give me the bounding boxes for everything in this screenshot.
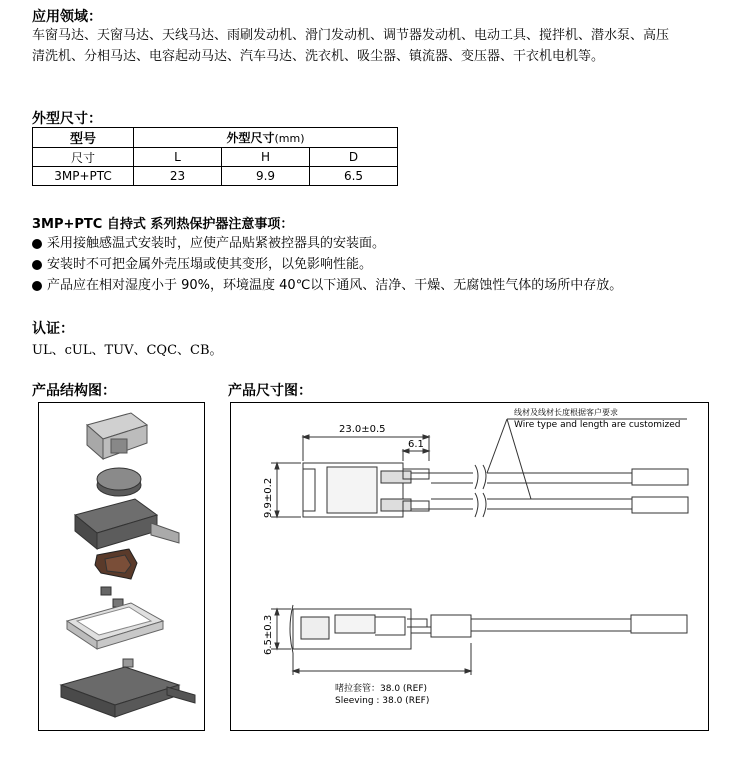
cover-cap-part <box>87 413 147 459</box>
note-item: 安装时不可把金属外壳压塌或使其变形，以免影响性能。 <box>32 254 372 275</box>
certification-title: 认证： <box>32 321 74 337</box>
certification-list: UL、cUL、TUV、CQC、CB。 <box>32 343 223 358</box>
table-col-d: D <box>310 148 398 167</box>
application-line-1: 车窗马达、天窗马达、天线马达、雨刷发动机、滑门发动机、调节器发动机、电动工具、搅拌机、潜水泵、高压 <box>32 28 670 43</box>
ptc-chip-part <box>95 549 137 579</box>
base-part <box>61 667 195 717</box>
structure-title: 产品结构图： <box>32 383 116 399</box>
table-val-l: 23 <box>134 167 222 186</box>
dim-thickness-label: 6.5±0.3 <box>263 614 274 655</box>
dim-terminal-label: 6.1 <box>408 439 424 450</box>
size-diagram <box>230 402 709 731</box>
note-item: 采用接触感温式安装时，应使产品贴紧被控器具的安装面。 <box>32 233 385 254</box>
frame-part <box>67 603 163 649</box>
table-model-value: 3MP+PTC <box>33 167 134 186</box>
table-size-label: 尺寸 <box>33 148 134 167</box>
notes-title: 3MP+PTC 自持式 系列热保护器注意事项： <box>32 217 294 232</box>
contact-part <box>101 587 111 595</box>
dimensions-title: 外型尺寸： <box>32 111 102 127</box>
structure-diagram <box>38 402 205 731</box>
table-val-h: 9.9 <box>222 167 310 186</box>
housing-part <box>75 499 179 549</box>
wire-note-en: Wire type and length are customized <box>514 420 681 430</box>
table-model-header: 型号 <box>33 128 134 148</box>
dim-height-label: 9.9±0.2 <box>263 477 274 518</box>
bimetal-disc-part <box>97 468 141 496</box>
table-val-d: 6.5 <box>310 167 398 186</box>
bullet-icon <box>32 281 42 291</box>
wire-note-cn: 线材及线材长度根据客户要求 <box>514 408 618 417</box>
dim-length-label: 23.0±0.5 <box>339 424 386 435</box>
bullet-icon <box>32 239 42 249</box>
top-view <box>303 463 688 517</box>
table-col-h: H <box>222 148 310 167</box>
dimension-table <box>32 127 398 186</box>
sleeve-note-cn: 啫拉套管：38.0 (REF) <box>335 684 428 694</box>
side-view <box>290 605 687 653</box>
exploded-view-illustration <box>39 403 204 730</box>
dimension-drawing <box>231 403 708 730</box>
table-dim-header: 外型尺寸(mm) <box>134 128 398 148</box>
application-line-2: 清洗机、分相马达、电容起动马达、汽车马达、洗衣机、吸尘器、镇流器、变压器、干衣机电机等。 <box>32 49 605 64</box>
sleeve-note-en: Sleeving : 38.0 (REF) <box>335 696 430 706</box>
note-item: 产品应在相对湿度小于 90%，环境温度 40℃以下通风、洁净、干燥、无腐蚀性气体的场所中存放。 <box>32 275 622 296</box>
size-title: 产品尺寸图： <box>228 383 312 399</box>
application-title: 应用领域： <box>32 9 102 25</box>
bullet-icon <box>32 260 42 270</box>
table-col-l: L <box>134 148 222 167</box>
contact-part <box>123 659 133 667</box>
